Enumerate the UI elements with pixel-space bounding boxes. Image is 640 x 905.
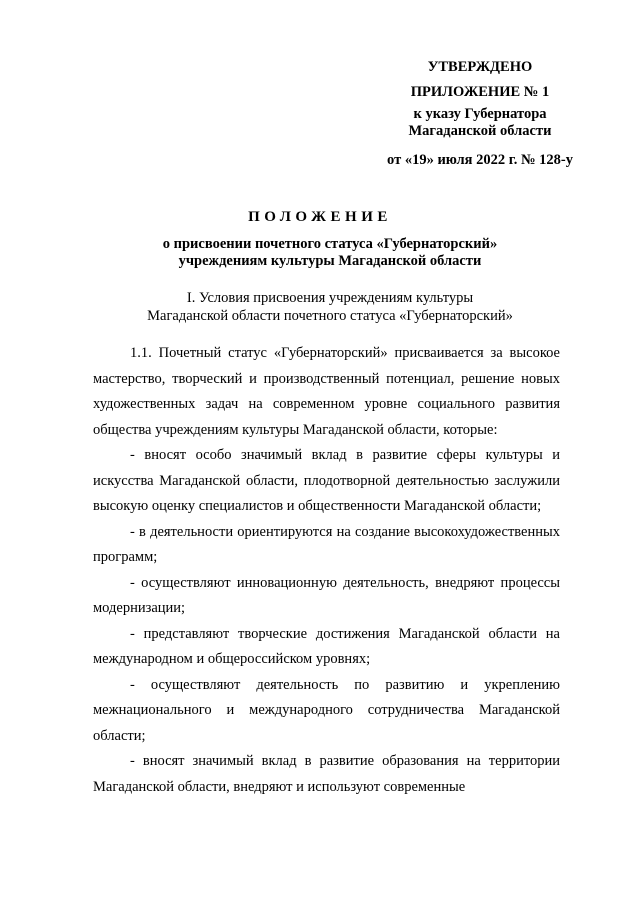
document-subtitle [120, 236, 540, 270]
decree-reference [370, 106, 590, 140]
section-heading [110, 289, 550, 325]
approval-title: УТВЕРЖДЕНО [427, 59, 533, 75]
paragraph: - осуществляют деятельность по развитию и укреплению межнационального и международного сотрудничества Магаданской области; [93, 676, 560, 744]
approval-stamp-block [370, 57, 590, 170]
paragraph: - осуществляют инновационную деятельность, внедряют процессы модернизации; [93, 574, 560, 616]
paragraph: - вносят особо значимый вклад в развитие сферы культуры и искусства Магаданской области, плодотворной деятельностью заслужили высокую оценку специалистов и общественности Магаданской области; [93, 447, 560, 514]
appendix-number: ПРИЛОЖЕНИЕ № 1 [410, 84, 550, 100]
decree-date: от «19» июля 2022 г. № 128-у [387, 152, 573, 168]
subtitle-line-1: о присвоении почетного статуса «Губернаторский» [162, 236, 498, 252]
document-title: ПОЛОЖЕНИЕ [248, 209, 392, 225]
paragraph: - в деятельности ориентируются на создание высокохудожественных программ; [93, 523, 560, 565]
paragraph: 1.1. Почетный статус «Губернаторский» присваивается за высокое мастерство, творческий и производственный потенциал, решение новых художественных задач на современном уровне социального развития общества учреждениям культуры Магаданской области, которые: [93, 345, 560, 438]
subtitle-line-2: учреждениям культуры Магаданской области [178, 253, 482, 269]
document-body [93, 341, 560, 800]
decree-line-2: Магаданской области [408, 123, 552, 139]
paragraph: - вносят значимый вклад в развитие образования на территории Магаданской области, внедряют и используют современные [93, 753, 560, 795]
section-heading-line-1: I. Условия присвоения учреждениям культуры [186, 290, 474, 306]
decree-line-1: к указу Губернатора [413, 106, 547, 122]
paragraph: - представляют творческие достижения Магаданской области на международном и общероссийском уровнях; [93, 625, 560, 667]
section-heading-line-2: Магаданской области почетного статуса «Губернаторский» [147, 308, 513, 324]
